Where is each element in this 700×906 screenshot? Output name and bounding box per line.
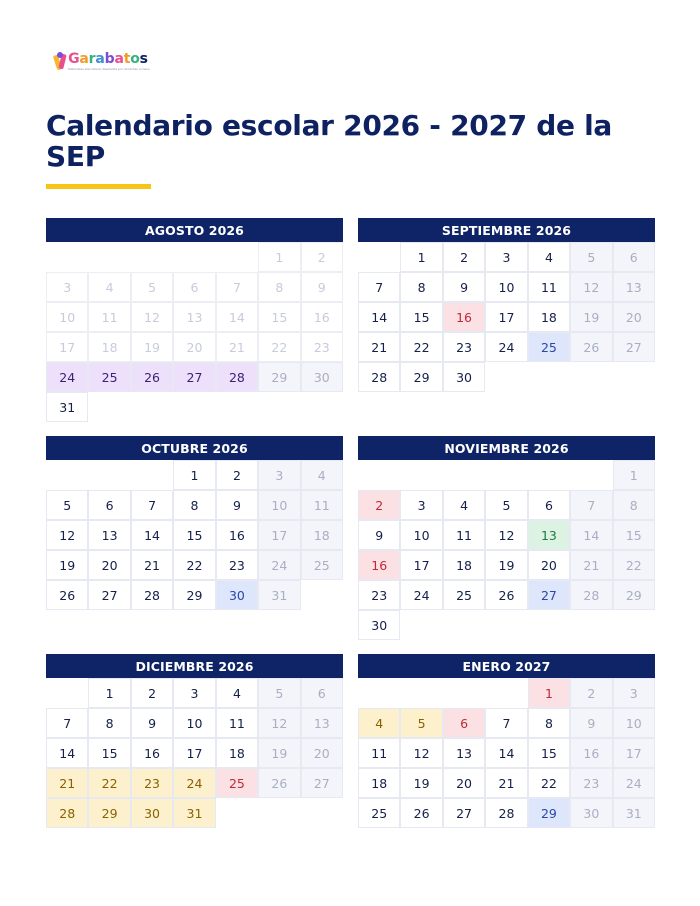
title-underline xyxy=(46,184,151,189)
day-cell: 25 xyxy=(216,768,258,798)
day-cell: 11 xyxy=(358,738,400,768)
month-calendar-enero xyxy=(358,654,655,828)
day-cell: 17 xyxy=(258,520,300,550)
month-calendar-noviembre xyxy=(358,436,655,640)
day-cell: 12 xyxy=(400,738,442,768)
day-cell: 18 xyxy=(216,738,258,768)
day-cell: 15 xyxy=(400,302,442,332)
day-cell: 10 xyxy=(485,272,527,302)
day-cell: 17 xyxy=(613,738,655,768)
day-cell: 22 xyxy=(173,550,215,580)
day-cell: 23 xyxy=(301,332,343,362)
day-cell: 1 xyxy=(528,678,570,708)
day-cell: 21 xyxy=(46,768,88,798)
month-calendar-diciembre xyxy=(46,654,343,828)
day-cell: 25 xyxy=(443,580,485,610)
day-cell: 31 xyxy=(46,392,88,422)
day-cell: 10 xyxy=(46,302,88,332)
day-cell: 13 xyxy=(173,302,215,332)
day-cell: 2 xyxy=(131,678,173,708)
day-cell: 3 xyxy=(400,490,442,520)
day-cell: 4 xyxy=(88,272,130,302)
day-cell: 14 xyxy=(216,302,258,332)
month-header: ENERO 2027 xyxy=(358,654,655,678)
day-cell: 11 xyxy=(216,708,258,738)
day-cell: 21 xyxy=(570,550,612,580)
day-cell: 14 xyxy=(131,520,173,550)
day-cell: 23 xyxy=(131,768,173,798)
day-cell: 2 xyxy=(358,490,400,520)
day-cell: 29 xyxy=(613,580,655,610)
day-cell: 18 xyxy=(443,550,485,580)
day-cell: 28 xyxy=(46,798,88,828)
day-cell: 8 xyxy=(88,708,130,738)
day-cell: 12 xyxy=(258,708,300,738)
month-header: DICIEMBRE 2026 xyxy=(46,654,343,678)
crayons-icon xyxy=(54,52,66,72)
day-cell: 6 xyxy=(88,490,130,520)
day-cell: 24 xyxy=(400,580,442,610)
day-cell: 13 xyxy=(301,708,343,738)
day-cell: 14 xyxy=(485,738,527,768)
day-cell: 7 xyxy=(570,490,612,520)
day-cell: 16 xyxy=(301,302,343,332)
day-cell: 22 xyxy=(613,550,655,580)
day-cell: 22 xyxy=(88,768,130,798)
day-cell: 11 xyxy=(443,520,485,550)
day-cell: 5 xyxy=(485,490,527,520)
day-cell: 24 xyxy=(46,362,88,392)
day-cell: 23 xyxy=(443,332,485,362)
day-cell: 8 xyxy=(173,490,215,520)
day-cell: 19 xyxy=(131,332,173,362)
day-cell: 5 xyxy=(46,490,88,520)
day-cell: 29 xyxy=(400,362,442,392)
day-cell: 29 xyxy=(258,362,300,392)
day-cell: 22 xyxy=(400,332,442,362)
day-cell: 24 xyxy=(173,768,215,798)
month-grid xyxy=(46,460,343,610)
day-cell: 19 xyxy=(485,550,527,580)
day-cell: 4 xyxy=(528,242,570,272)
day-cell: 26 xyxy=(46,580,88,610)
day-cell: 14 xyxy=(46,738,88,768)
day-cell: 8 xyxy=(528,708,570,738)
day-cell: 2 xyxy=(301,242,343,272)
day-cell: 27 xyxy=(301,768,343,798)
day-cell: 30 xyxy=(131,798,173,828)
day-cell: 16 xyxy=(216,520,258,550)
day-cell: 30 xyxy=(301,362,343,392)
day-cell: 15 xyxy=(528,738,570,768)
day-cell: 21 xyxy=(485,768,527,798)
day-cell: 20 xyxy=(173,332,215,362)
day-cell: 24 xyxy=(258,550,300,580)
day-cell: 26 xyxy=(400,798,442,828)
day-cell: 27 xyxy=(613,332,655,362)
logo-wordmark: Garabatos xyxy=(68,51,148,67)
day-cell: 15 xyxy=(613,520,655,550)
day-cell: 17 xyxy=(173,738,215,768)
day-cell: 12 xyxy=(570,272,612,302)
day-cell: 4 xyxy=(358,708,400,738)
day-cell: 17 xyxy=(400,550,442,580)
day-cell: 13 xyxy=(528,520,570,550)
day-cell: 18 xyxy=(88,332,130,362)
day-cell: 15 xyxy=(173,520,215,550)
day-cell: 19 xyxy=(570,302,612,332)
day-cell: 16 xyxy=(570,738,612,768)
day-cell: 14 xyxy=(358,302,400,332)
day-cell: 6 xyxy=(173,272,215,302)
day-cell: 30 xyxy=(570,798,612,828)
day-cell: 3 xyxy=(46,272,88,302)
day-cell: 4 xyxy=(301,460,343,490)
day-cell: 5 xyxy=(400,708,442,738)
day-cell: 28 xyxy=(216,362,258,392)
day-cell: 20 xyxy=(443,768,485,798)
day-cell: 30 xyxy=(443,362,485,392)
month-grid xyxy=(46,678,343,828)
month-header: SEPTIEMBRE 2026 xyxy=(358,218,655,242)
day-cell: 29 xyxy=(173,580,215,610)
day-cell: 26 xyxy=(131,362,173,392)
day-cell: 13 xyxy=(88,520,130,550)
day-cell: 17 xyxy=(46,332,88,362)
day-cell: 31 xyxy=(258,580,300,610)
month-calendar-septiembre xyxy=(358,218,655,392)
day-cell: 3 xyxy=(613,678,655,708)
day-cell: 10 xyxy=(258,490,300,520)
page-title: Calendario escolar 2026 - 2027 de la SEP xyxy=(46,109,613,173)
day-cell: 31 xyxy=(613,798,655,828)
day-cell: 26 xyxy=(258,768,300,798)
day-cell: 16 xyxy=(131,738,173,768)
day-cell: 6 xyxy=(443,708,485,738)
day-cell: 11 xyxy=(301,490,343,520)
day-cell: 5 xyxy=(131,272,173,302)
day-cell: 24 xyxy=(613,768,655,798)
day-cell: 16 xyxy=(358,550,400,580)
day-cell: 21 xyxy=(216,332,258,362)
day-cell: 24 xyxy=(485,332,527,362)
day-cell: 11 xyxy=(88,302,130,332)
day-cell: 1 xyxy=(613,460,655,490)
day-cell: 7 xyxy=(216,272,258,302)
day-cell: 27 xyxy=(88,580,130,610)
day-cell: 6 xyxy=(301,678,343,708)
day-cell: 17 xyxy=(485,302,527,332)
day-cell: 25 xyxy=(88,362,130,392)
day-cell: 11 xyxy=(528,272,570,302)
day-cell: 5 xyxy=(570,242,612,272)
day-cell: 6 xyxy=(613,242,655,272)
month-header: OCTUBRE 2026 xyxy=(46,436,343,460)
day-cell: 3 xyxy=(485,242,527,272)
day-cell: 7 xyxy=(131,490,173,520)
day-cell: 1 xyxy=(88,678,130,708)
day-cell: 9 xyxy=(216,490,258,520)
day-cell: 22 xyxy=(528,768,570,798)
day-cell: 6 xyxy=(528,490,570,520)
month-calendar-agosto xyxy=(46,218,343,422)
day-cell: 15 xyxy=(88,738,130,768)
month-calendar-octubre xyxy=(46,436,343,610)
day-cell: 1 xyxy=(258,242,300,272)
day-cell: 16 xyxy=(443,302,485,332)
day-cell: 26 xyxy=(485,580,527,610)
day-cell: 18 xyxy=(528,302,570,332)
day-cell: 10 xyxy=(400,520,442,550)
day-cell: 23 xyxy=(358,580,400,610)
day-cell: 23 xyxy=(570,768,612,798)
day-cell: 7 xyxy=(485,708,527,738)
day-cell: 20 xyxy=(301,738,343,768)
day-cell: 25 xyxy=(301,550,343,580)
day-cell: 20 xyxy=(613,302,655,332)
day-cell: 19 xyxy=(258,738,300,768)
day-cell: 19 xyxy=(400,768,442,798)
day-cell: 30 xyxy=(358,610,400,640)
day-cell: 9 xyxy=(301,272,343,302)
day-cell: 15 xyxy=(258,302,300,332)
day-cell: 28 xyxy=(570,580,612,610)
day-cell: 4 xyxy=(443,490,485,520)
day-cell: 27 xyxy=(528,580,570,610)
month-header: NOVIEMBRE 2026 xyxy=(358,436,655,460)
day-cell: 25 xyxy=(528,332,570,362)
day-cell: 25 xyxy=(358,798,400,828)
day-cell: 10 xyxy=(613,708,655,738)
day-cell: 7 xyxy=(46,708,88,738)
day-cell: 22 xyxy=(258,332,300,362)
day-cell: 3 xyxy=(173,678,215,708)
day-cell: 10 xyxy=(173,708,215,738)
day-cell: 18 xyxy=(358,768,400,798)
day-cell: 7 xyxy=(358,272,400,302)
day-cell: 3 xyxy=(258,460,300,490)
logo-tagline: Materiales educativos diseñados por docentes a mano xyxy=(68,67,150,71)
day-cell: 12 xyxy=(485,520,527,550)
garabatos-logo xyxy=(54,52,150,76)
day-cell: 31 xyxy=(173,798,215,828)
day-cell: 20 xyxy=(88,550,130,580)
day-cell: 8 xyxy=(613,490,655,520)
day-cell: 28 xyxy=(131,580,173,610)
day-cell: 9 xyxy=(570,708,612,738)
day-cell: 8 xyxy=(258,272,300,302)
day-cell: 2 xyxy=(570,678,612,708)
day-cell: 1 xyxy=(173,460,215,490)
day-cell: 21 xyxy=(358,332,400,362)
day-cell: 13 xyxy=(443,738,485,768)
month-header: AGOSTO 2026 xyxy=(46,218,343,242)
day-cell: 9 xyxy=(443,272,485,302)
day-cell: 1 xyxy=(400,242,442,272)
day-cell: 20 xyxy=(528,550,570,580)
day-cell: 21 xyxy=(131,550,173,580)
day-cell: 28 xyxy=(485,798,527,828)
day-cell: 14 xyxy=(570,520,612,550)
day-cell: 27 xyxy=(443,798,485,828)
day-cell: 8 xyxy=(400,272,442,302)
day-cell: 29 xyxy=(528,798,570,828)
day-cell: 26 xyxy=(570,332,612,362)
day-cell: 29 xyxy=(88,798,130,828)
month-grid xyxy=(358,460,655,640)
day-cell: 5 xyxy=(258,678,300,708)
day-cell: 12 xyxy=(46,520,88,550)
day-cell: 4 xyxy=(216,678,258,708)
month-grid xyxy=(358,242,655,392)
month-grid xyxy=(358,678,655,828)
day-cell: 28 xyxy=(358,362,400,392)
day-cell: 30 xyxy=(216,580,258,610)
month-grid xyxy=(46,242,343,422)
day-cell: 2 xyxy=(216,460,258,490)
day-cell: 9 xyxy=(131,708,173,738)
day-cell: 2 xyxy=(443,242,485,272)
day-cell: 23 xyxy=(216,550,258,580)
day-cell: 27 xyxy=(173,362,215,392)
day-cell: 13 xyxy=(613,272,655,302)
day-cell: 18 xyxy=(301,520,343,550)
day-cell: 19 xyxy=(46,550,88,580)
day-cell: 12 xyxy=(131,302,173,332)
day-cell: 9 xyxy=(358,520,400,550)
